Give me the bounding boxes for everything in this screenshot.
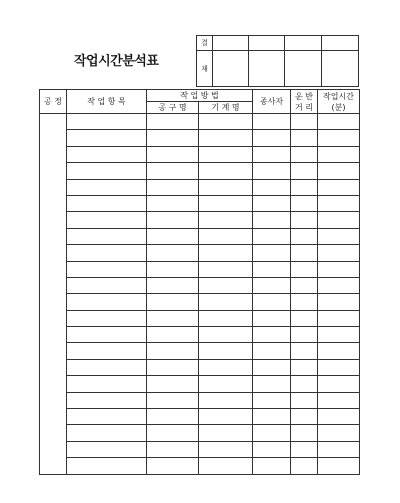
transport-distance-cell[interactable] — [291, 114, 318, 130]
table-row — [40, 228, 360, 244]
work-time-cell[interactable] — [318, 212, 360, 228]
table-row — [40, 195, 360, 211]
work-item-cell[interactable] — [67, 458, 147, 474]
table-row — [40, 359, 360, 375]
table-row — [40, 261, 360, 277]
transport-distance-cell[interactable] — [291, 228, 318, 244]
work-time-cell[interactable] — [318, 425, 360, 441]
transport-distance-cell[interactable] — [291, 409, 318, 425]
machine-name-cell[interactable] — [199, 425, 253, 441]
transport-distance-cell[interactable] — [291, 343, 318, 359]
transport-distance-cell[interactable] — [291, 458, 318, 474]
worker-cell[interactable] — [253, 310, 291, 326]
work-item-cell[interactable] — [67, 327, 147, 343]
work-time-cell[interactable] — [318, 195, 360, 211]
transport-distance-cell[interactable] — [291, 441, 318, 457]
table-row — [40, 409, 360, 425]
worker-cell[interactable] — [253, 441, 291, 457]
header-tool-name: 공 구 명 — [147, 102, 199, 114]
transport-distance-cell[interactable] — [291, 327, 318, 343]
tool-name-cell[interactable] — [147, 294, 199, 310]
worker-cell[interactable] — [253, 114, 291, 130]
header-work-time-line2: (분) — [331, 102, 346, 112]
transport-distance-cell[interactable] — [291, 310, 318, 326]
machine-name-cell[interactable] — [199, 458, 253, 474]
work-time-cell[interactable] — [318, 294, 360, 310]
work-item-cell[interactable] — [67, 310, 147, 326]
table-row — [40, 179, 360, 195]
approval-box — [196, 35, 358, 86]
tool-name-cell[interactable] — [147, 179, 199, 195]
work-item-cell[interactable] — [67, 392, 147, 408]
machine-name-cell[interactable] — [199, 343, 253, 359]
header-transport-line1: 운 반 — [295, 91, 314, 101]
work-time-cell[interactable] — [318, 179, 360, 195]
document-title: 작업시간분석표 — [74, 54, 159, 69]
approval-label-bottom: 재 — [197, 51, 213, 87]
table-row — [40, 146, 360, 162]
tool-name-cell[interactable] — [147, 245, 199, 261]
work-item-cell[interactable] — [67, 228, 147, 244]
table-row — [40, 277, 360, 293]
header-work-method: 작 업 방 법 — [147, 90, 253, 102]
transport-distance-cell[interactable] — [291, 195, 318, 211]
table-row — [40, 343, 360, 359]
tool-name-cell[interactable] — [147, 212, 199, 228]
work-item-cell[interactable] — [67, 195, 147, 211]
work-item-cell[interactable] — [67, 376, 147, 392]
table-row — [40, 458, 360, 474]
work-time-cell[interactable] — [318, 310, 360, 326]
work-time-cell[interactable] — [318, 146, 360, 162]
machine-name-cell[interactable] — [199, 245, 253, 261]
transport-distance-cell[interactable] — [291, 179, 318, 195]
work-time-table — [39, 89, 360, 475]
machine-name-cell[interactable] — [199, 392, 253, 408]
tool-name-cell[interactable] — [147, 392, 199, 408]
work-item-cell[interactable] — [67, 163, 147, 179]
machine-name-cell[interactable] — [199, 146, 253, 162]
approval-sign-cell[interactable] — [322, 51, 359, 87]
tool-name-cell[interactable] — [147, 359, 199, 375]
worker-cell[interactable] — [253, 228, 291, 244]
header-worker: 종사자 — [253, 90, 291, 114]
machine-name-cell[interactable] — [199, 261, 253, 277]
work-item-cell[interactable] — [67, 425, 147, 441]
transport-distance-cell[interactable] — [291, 359, 318, 375]
worker-cell[interactable] — [253, 130, 291, 146]
machine-name-cell[interactable] — [199, 359, 253, 375]
tool-name-cell[interactable] — [147, 261, 199, 277]
approval-label-top: 결 — [197, 36, 213, 51]
transport-distance-cell[interactable] — [291, 146, 318, 162]
work-time-cell[interactable] — [318, 277, 360, 293]
machine-name-cell[interactable] — [199, 277, 253, 293]
table-row — [40, 327, 360, 343]
work-item-cell[interactable] — [67, 212, 147, 228]
worker-cell[interactable] — [253, 146, 291, 162]
work-time-cell[interactable] — [318, 376, 360, 392]
transport-distance-cell[interactable] — [291, 392, 318, 408]
machine-name-cell[interactable] — [199, 195, 253, 211]
approval-sign-cell[interactable] — [285, 51, 322, 87]
machine-name-cell[interactable] — [199, 310, 253, 326]
tool-name-cell[interactable] — [147, 310, 199, 326]
machine-name-cell[interactable] — [199, 376, 253, 392]
approval-sign-cell[interactable] — [249, 51, 285, 87]
approval-sign-cell[interactable] — [213, 51, 249, 87]
worker-cell[interactable] — [253, 376, 291, 392]
header-work-time — [318, 90, 360, 114]
table-row — [40, 212, 360, 228]
work-item-cell[interactable] — [67, 146, 147, 162]
worker-cell[interactable] — [253, 195, 291, 211]
tool-name-cell[interactable] — [147, 114, 199, 130]
transport-distance-cell[interactable] — [291, 212, 318, 228]
machine-name-cell[interactable] — [199, 212, 253, 228]
tool-name-cell[interactable] — [147, 195, 199, 211]
tool-name-cell[interactable] — [147, 130, 199, 146]
worker-cell[interactable] — [253, 327, 291, 343]
work-time-cell[interactable] — [318, 163, 360, 179]
work-item-cell[interactable] — [67, 441, 147, 457]
work-item-cell[interactable] — [67, 130, 147, 146]
work-time-cell[interactable] — [318, 409, 360, 425]
machine-name-cell[interactable] — [199, 294, 253, 310]
transport-distance-cell[interactable] — [291, 425, 318, 441]
work-time-cell[interactable] — [318, 458, 360, 474]
work-time-cell[interactable] — [318, 114, 360, 130]
work-item-cell[interactable] — [67, 179, 147, 195]
tool-name-cell[interactable] — [147, 441, 199, 457]
table-row — [40, 114, 360, 130]
header-machine-name: 기 계 명 — [199, 102, 253, 114]
table-row — [40, 310, 360, 326]
table-row — [40, 130, 360, 146]
header-process: 공 정 — [40, 90, 67, 114]
work-item-cell[interactable] — [67, 343, 147, 359]
header-transport-distance — [291, 90, 318, 114]
transport-distance-cell[interactable] — [291, 376, 318, 392]
machine-name-cell[interactable] — [199, 228, 253, 244]
tool-name-cell[interactable] — [147, 376, 199, 392]
work-item-cell[interactable] — [67, 294, 147, 310]
tool-name-cell[interactable] — [147, 146, 199, 162]
tool-name-cell[interactable] — [147, 343, 199, 359]
worker-cell[interactable] — [253, 294, 291, 310]
machine-name-cell[interactable] — [199, 114, 253, 130]
tool-name-cell[interactable] — [147, 409, 199, 425]
work-time-cell[interactable] — [318, 392, 360, 408]
tool-name-cell[interactable] — [147, 228, 199, 244]
worker-cell[interactable] — [253, 245, 291, 261]
work-item-cell[interactable] — [67, 359, 147, 375]
work-time-cell[interactable] — [318, 261, 360, 277]
worker-cell[interactable] — [253, 425, 291, 441]
approval-header-cell — [285, 36, 322, 51]
tool-name-cell[interactable] — [147, 458, 199, 474]
transport-distance-cell[interactable] — [291, 261, 318, 277]
work-item-cell[interactable] — [67, 277, 147, 293]
transport-distance-cell[interactable] — [291, 130, 318, 146]
transport-distance-cell[interactable] — [291, 277, 318, 293]
header-work-item: 작 업 항 목 — [67, 90, 147, 114]
work-time-cell[interactable] — [318, 441, 360, 457]
worker-cell[interactable] — [253, 458, 291, 474]
work-item-cell[interactable] — [67, 409, 147, 425]
machine-name-cell[interactable] — [199, 327, 253, 343]
worker-cell[interactable] — [253, 409, 291, 425]
tool-name-cell[interactable] — [147, 425, 199, 441]
approval-header-cell — [249, 36, 285, 51]
table-row — [40, 245, 360, 261]
machine-name-cell[interactable] — [199, 130, 253, 146]
transport-distance-cell[interactable] — [291, 245, 318, 261]
approval-header-cell — [322, 36, 359, 51]
table-row — [40, 294, 360, 310]
table-row — [40, 425, 360, 441]
table-row — [40, 392, 360, 408]
table-row — [40, 376, 360, 392]
table-row — [40, 163, 360, 179]
approval-header-cell — [213, 36, 249, 51]
worker-cell[interactable] — [253, 392, 291, 408]
worker-cell[interactable] — [253, 343, 291, 359]
process-cell[interactable] — [40, 114, 67, 475]
transport-distance-cell[interactable] — [291, 163, 318, 179]
header-work-time-line1: 작업시간 — [323, 91, 354, 101]
machine-name-cell[interactable] — [199, 441, 253, 457]
worker-cell[interactable] — [253, 277, 291, 293]
machine-name-cell[interactable] — [199, 409, 253, 425]
worker-cell[interactable] — [253, 179, 291, 195]
work-time-cell[interactable] — [318, 245, 360, 261]
work-item-cell[interactable] — [67, 114, 147, 130]
work-time-cell[interactable] — [318, 327, 360, 343]
tool-name-cell[interactable] — [147, 277, 199, 293]
worker-cell[interactable] — [253, 163, 291, 179]
header-transport-line2: 거 리 — [295, 102, 314, 112]
work-time-cell[interactable] — [318, 228, 360, 244]
machine-name-cell[interactable] — [199, 163, 253, 179]
work-time-cell[interactable] — [318, 130, 360, 146]
tool-name-cell[interactable] — [147, 327, 199, 343]
worker-cell[interactable] — [253, 359, 291, 375]
transport-distance-cell[interactable] — [291, 294, 318, 310]
table-row — [40, 441, 360, 457]
worker-cell[interactable] — [253, 261, 291, 277]
worker-cell[interactable] — [253, 212, 291, 228]
tool-name-cell[interactable] — [147, 163, 199, 179]
machine-name-cell[interactable] — [199, 179, 253, 195]
work-item-cell[interactable] — [67, 245, 147, 261]
work-item-cell[interactable] — [67, 261, 147, 277]
work-time-cell[interactable] — [318, 343, 360, 359]
work-time-cell[interactable] — [318, 359, 360, 375]
